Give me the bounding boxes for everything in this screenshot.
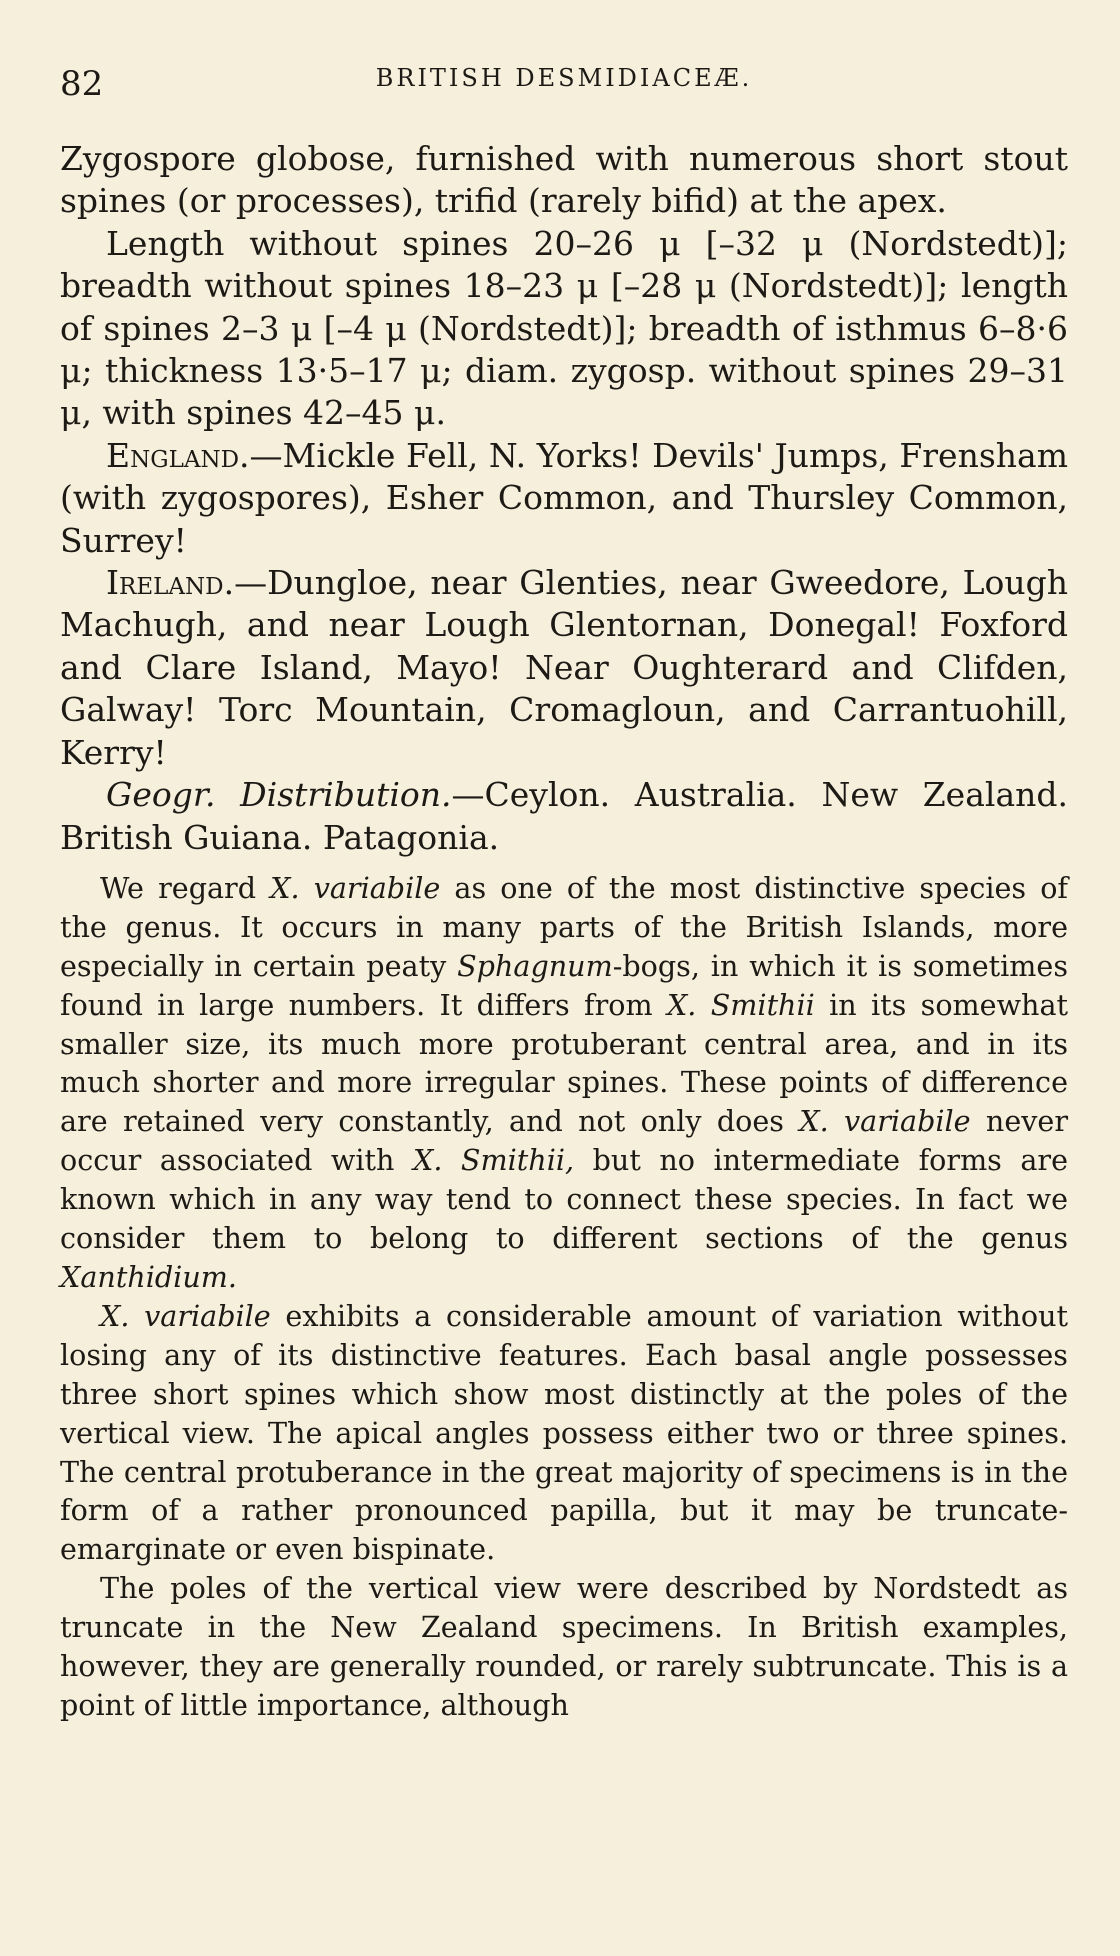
- species-description: [60, 138, 1068, 859]
- commentary: [60, 869, 1068, 1725]
- species-name: X. Smithii: [666, 987, 815, 1022]
- text-run: We regard: [100, 870, 271, 905]
- commentary-paragraph-1: [60, 869, 1068, 1297]
- england-text: —Mickle Fell, N. Yorks! Devils' Jumps, Frensham (with zygospores), Esher Common, and Thursley Common, Surrey!: [60, 435, 1068, 560]
- text-run: exhibits a considerable amount of variation without losing any of its distinctive features. Each basal angle possesses three short spines which show most distinctly at the poles of the vertical view. The apical angles possess either two or three spines. The central protuberance in the great majority of specimens is in the form of a rather pronounced papilla, but it may be truncate-emarginate or even bispinate.: [60, 1298, 1069, 1567]
- zygospore-description: Zygospore globose, furnished with numerous short stout spines (or processes), trifid (rarely bifid) at the apex.: [60, 139, 1068, 221]
- text-run: in its somewhat smaller size, its much more protuberant central area, and in its much shorter and more irregular spines. These points of difference are retained very constantly, and not only does: [60, 987, 1068, 1139]
- genus-name: Xanthidium.: [60, 1259, 237, 1294]
- ireland-localities: [60, 562, 1068, 774]
- commentary-paragraph-2: [60, 1297, 1068, 1569]
- species-name: X. variabile: [270, 870, 441, 905]
- england-localities: [60, 435, 1068, 562]
- page-body: [60, 138, 1068, 1725]
- genus-name: Sphagnum: [457, 948, 613, 983]
- geographic-distribution: [60, 774, 1068, 859]
- species-name: X. variabile: [799, 1104, 971, 1139]
- page-number: 82: [60, 64, 104, 104]
- ireland-text: —Dungloe, near Glenties, near Gweedore, Lough Machugh, and near Lough Glentornan, Donegal! Foxford and Clare Island, Mayo! Near Oughterard and Clifden, Galway! Torc Mountain, Cromagloun, and Carrantuohill, Kerry!: [60, 563, 1068, 772]
- species-name: X. variabile: [100, 1298, 271, 1333]
- geogr-label: Geogr. Distribution.: [106, 775, 452, 815]
- measurements-paragraph: Length without spines 20–26 μ [–32 μ (Nordstedt)]; breadth without spines 18–23 μ [–28 μ (Nordstedt)]; length of spines 2–3 μ [–4 μ (Nordstedt)]; breadth of isthmus 6–8·6 μ; thickness 13·5–17 μ; diam. zygosp. without spines 29–31 μ, with spines 42–45 μ.: [60, 223, 1068, 433]
- text-run: never occur associated with: [60, 1104, 1068, 1178]
- commentary-paragraph-3: The poles of the vertical view were described by Nordstedt as truncate in the New Zealand specimens. In British examples, however, they are generally rounded, or rarely subtruncate. This is a point of little importance, although: [60, 1571, 1068, 1722]
- running-title: BRITISH DESMIDIACEÆ.: [375, 64, 753, 92]
- text-run: -bogs, in which it is sometimes found in large numbers. It differs from: [60, 948, 1068, 1022]
- text-run: as one of the most distinctive species of the genus. It occurs in many parts of the British Islands, more especially in certain peaty: [60, 870, 1068, 983]
- species-name: X. Smithii,: [412, 1143, 575, 1178]
- england-label: England.: [106, 435, 250, 475]
- ireland-label: Ireland.: [106, 563, 235, 603]
- text-run: but no intermediate forms are known which in any way tend to connect these species. In fact we consider them to belong to different sections of the genus: [60, 1143, 1069, 1256]
- geogr-text: —Ceylon. Australia. New Zealand. British Guiana. Patagonia.: [60, 775, 1068, 857]
- page-header: [60, 60, 1068, 110]
